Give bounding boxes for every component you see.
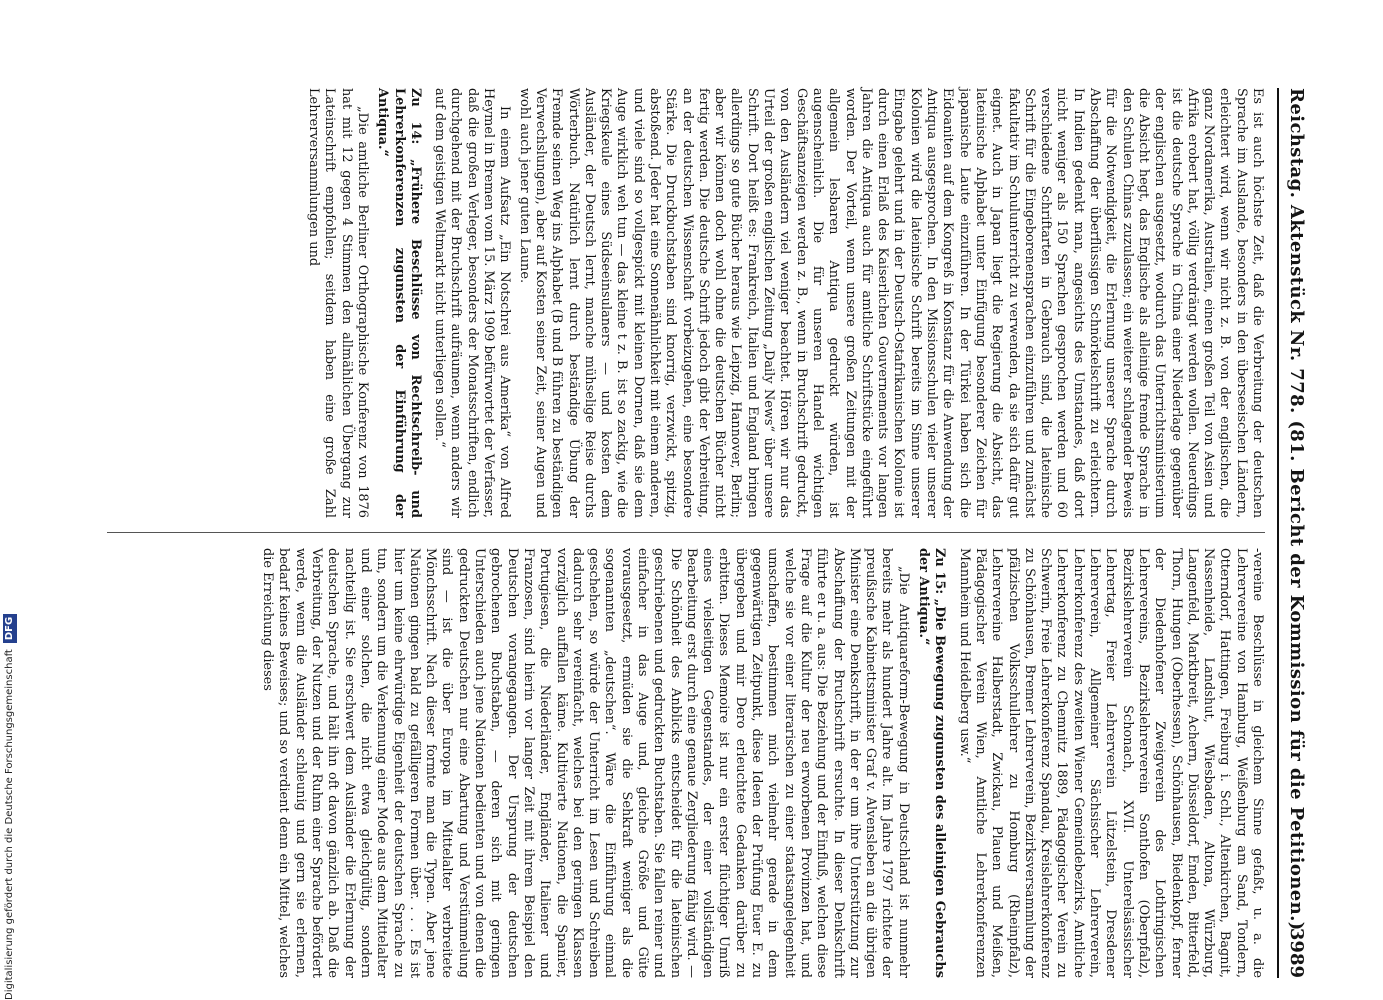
- left-paragraph: In einem Aufsatz „Ein Notschrei aus Amerika“ von Alfred Heymel in Bremen vom 15. März 1909 befürwortet der Verfasser, daß die großen Verleger, besonders der Monatsschriften, endlich durchgehend mit der Bruchschrift aufräumen, wenn anders wir auf dem geistigen Weltmarkt nicht unterliegen sollen.“: [432, 88, 513, 518]
- right-column: [259, 548, 1265, 978]
- digitization-note-text: Digitalisierung gefördert durch die Deutsche Forschungsgemeinschaft: [4, 649, 15, 1000]
- right-paragraph: -vereine Beschlüsse in gleichem Sinne gefaßt, u. a. die Lehrervereine von Hamburg, Weißenburg am Sand, Tondern, Otterndorf, Hattingen, Freiburg i. Schl., Altenkirchen, Bagnit, Nassenheide, Landshut, Wiesbaden, Altona, Würzburg, Langenfeld, Marktbreit, Achern, Düsseldorf, Emden, Bitterfeld, Thorn, Hungen (Oberhessen), Schönhausen, Biedenkopf, ferner der Diedenhofener Zweigverein des Lothringischen Lehrervereins, Bezirkslehrerverein Sonthofen (Oberpfalz), Bezirkslehrerverein Schonach, XVII. Unterelsässischer Lehrertag, Freier Lehrerverein Lützelstein, Dresdener Lehrerverein, Allgemeiner Sächsischer Lehrerverein, Lehrerkonferenz des zweiten Wiener Gemeindebezirks, Amtliche Lehrerkonferenz zu Chemnitz 1889, Pädagogischer Verein zu Schwerin, Freie Lehrerkonferenz Spandau, Kreislehrerkonferenz zu Schönhausen, Bremer Lehrerverein, Bezirksversammlung der pfälzischen Volksschullehrer zu Homburg (Rheinpfalz), Lehrervereine Halberstadt, Zwickau, Plauen und Meißen, Pädagogischer Verein Wien, Amtliche Lehrerkonferenzen Mannheim und Heidelberg usw.“: [956, 548, 1265, 978]
- right-paragraph: „Die Antiquareform-Bewegung in Deutschland ist nunmehr bereits mehr als hundert Jahre alt. Im Jahre 1797 richtete der preußische Kabinettsminister Graf v. Alvensleben an die übrigen Minister eine Denkschrift, in der er um ihre Unterstützung zur Abschaffung der Bruchschrift ersuchte. In dieser Denkschrift führte er u. a. aus: Die Beziehung und der Einfluß, welchen diese Frage auf die Kultur der neu erworbenen Provinzen hat, und welche sie vor einer literarischen zu einer staatsangelegenheit umschaffen, bestimmen mich vielmehr gerade in dem gegenwärtigen Zeitpunkt, diese Ideen der Prüfung Euer E. zu übergeben und mir Dero erleuchtete Gedanken darüber zu erbitten. Dieses Memoire ist nur ein erster flüchtiger Umriß eines vielseitigen Gegenstandes, der einer vollständigen Bearbeitung erst durch eine genaue Zergliederung fähig wird. — Die Schönheit des Anblicks entscheidet für die lateinischen geschriebenen und gedruckten Buchstaben. Sie fallen reiner und einfacher in das Auge und, gleiche Größe und Güte vorausgesetzt, ermüden sie die Sehkraft weniger als die sogenannten „deutschen“. Wäre die Einführung einmal geschehen, so würde der Unterricht im Lesen und Schreiben dadurch sehr vereinfacht, welches bei den geringen Klassen vorzüglich auffallen käme. Kultivierte Nationen, die Spanier, Portugiesen, die Niederländer, Engländer, Italiener und Franzosen, sind hierin vor langer Zeit mit ihrem Beispiel den Deutschen vorangegangen. Der Ursprung der deutschen gebrochenen Buchstaben, — deren sich mit geringen Unterschieden auch jene Nationen bedienten und von denen die gedruckten Deutschen nur eine Abartung und Verstümmelung sind — ist die über Europa im Mittelalter verbreitete Mönchsschrift. Nach dieser formte man die Typen. Aber jene Nationen gingen bald zu gefälligeren Formen über. . . . Es ist hier um keine ehrwürdige Eigenheit der deutschen Sprache zu tun, sondern um die Verkennung einer Mode aus dem Mittelalter und einer solchen, die nicht etwa gleichgültig, sondern nachteilig ist. Sie erschwert dem Ausländer die Erlernung der deutschen Sprache, und hält ihn oft davon gänzlich ab. Daß die Verbreitung, der Nutzen und der Ruhm einer Sprache befördert werde, wenn die Ausländer schleunig und gern sie erlernen, bedarf keines Beweises; und so verdient denn ein Mittel, welches die Erreichung dieses: [260, 548, 911, 978]
- section-heading-14: Zu 14: „Frühere Beschlüsse von Rechtschreib- und Lehrerkonferenzen zugunsten der Einführung der Antiqua.“: [375, 88, 423, 518]
- page-header-title: Reichstag. Aktenstück Nr. 778. (81. Bericht der Kommission für die Petitionen.): [1286, 88, 1307, 931]
- digitization-note: [2, 0, 18, 1000]
- scanned-page: [84, 74, 1317, 989]
- page-header: [1277, 88, 1313, 978]
- left-paragraph: Es ist auch höchste Zeit, daß die Verbreitung der deutschen Sprache im Auslande, besonders in den überseeischen Ländern, erleichtert wird, wenn wir nicht z. B. von der englischen, die ganz Nordamerika, Australien, einen großen Teil von Asien und Afrika erobert hat, völlig verdrängt werden wollen. Neuerdings ist die deutsche Sprache in China einer Niederlage gegenüber der englischen ausgesetzt, wodurch das Unterrichtsministerium die Absicht hegt, das Englische als alleinige fremde Sprache in den Schulen Chinas zuzulassen; ein weiterer schlagender Beweis für die Notwendigkeit, die Erlernung unserer Sprache durch Abschaffung der überflüssigen Schnörkelschrift zu erleichtern. In Indien gedenkt man, angesichts des Umstandes, daß dort nicht weniger als 150 Sprachen gesprochen werden und 60 verschiedene Schriftarten in Gebrauch sind, die lateinische Schrift für die Eingeborenensprachen einzuführen und zunächst fakultativ im Schulunterricht zu verwenden, da sie sich dafür gut eignet. Auch in Japan liegt die Regierung die Absicht, das lateinische Alphabet unter Einfügung besonderer Zeichen für japanische Laute einzuführen. In der Türkei haben sich die Eidoaniten auf dem Kongreß in Konstanz für die Anwendung der Antiqua ausgesprochen. In den Missionsschulen vieler unserer Kolonien wird die lateinische Schrift bereits im Sinne unserer Eingabe gelehrt und in der Deutsch-Ostafrikanischen Kolonie ist durch einen Erlaß des Kaiserlichen Gouvernements vor langen Jahren die Antiqua auch für amtliche Schriftstücke eingeführt worden. Der Vorteil, wenn unsere großen Zeitungen mit der allgemein lesbaren Antiqua gedruckt würden, ist augenscheinlich. Die für unseren Handel wichtigen Geschäftsanzeigen werden z. B., wenn in Bruchschrift gedruckt, von den Ausländern viel weniger beachtet. Hören wir nur das Urteil der großen englischen Zeitung „Daily News“ über unsere Schrift. Dort heißt es: Frankreich, Italien und England bringen allerdings so gute Bücher heraus wie Leipzig, Hannover, Berlin; aber wir können doch wohl ohne die deutschen Bücher nicht fertig werden. Die deutsche Schrift jedoch gibt der Verbreitung, an der deutschen Wissenschaft vorbeizugehen, eine besondere Stärke. Die Druckbuchstaben sind knorrig, verzwickt, spitzig, abstoßend. Jeder hat eine Sonnenähnlichkeit mit einem anderen, und viele sind so vollgespickt mit kleinen Dornen, daß sie dem Auge wirklich weh tun — das kleine t z. B. ist so zackig, wie die Kriegskeule eines Südseeinsulaners — und kosten dem Ausländer, der Deutsch lernt, manche mühselige Reise durchs Wörterbuch. Natürlich lernt durch beständige Übung der Fremde seinen Weg ins Alphabet (B und B führen zu beständigen Verwechslungen), aber auf Kosten seiner Zeit, seiner Augen und wohl auch jener guten Laune.: [516, 88, 1265, 518]
- section-heading-15: Zu 15: „Die Bewegung zugunsten des alleinigen Gebrauchs der Antiqua.“: [916, 548, 948, 978]
- dfg-logo: DFG: [3, 614, 17, 643]
- column-divider: [107, 532, 1265, 533]
- left-paragraph: „Die amtliche Berliner Orthographische Konferenz von 1876 hat mit 12 gegen 4 Stimmen den allmählichen Übergang zur Lateinschrift empfohlen; seitdem haben eine große Zahl Lehrerversammlungen und: [306, 88, 370, 518]
- left-column: [305, 88, 1265, 518]
- page-number: 3989: [1286, 927, 1307, 978]
